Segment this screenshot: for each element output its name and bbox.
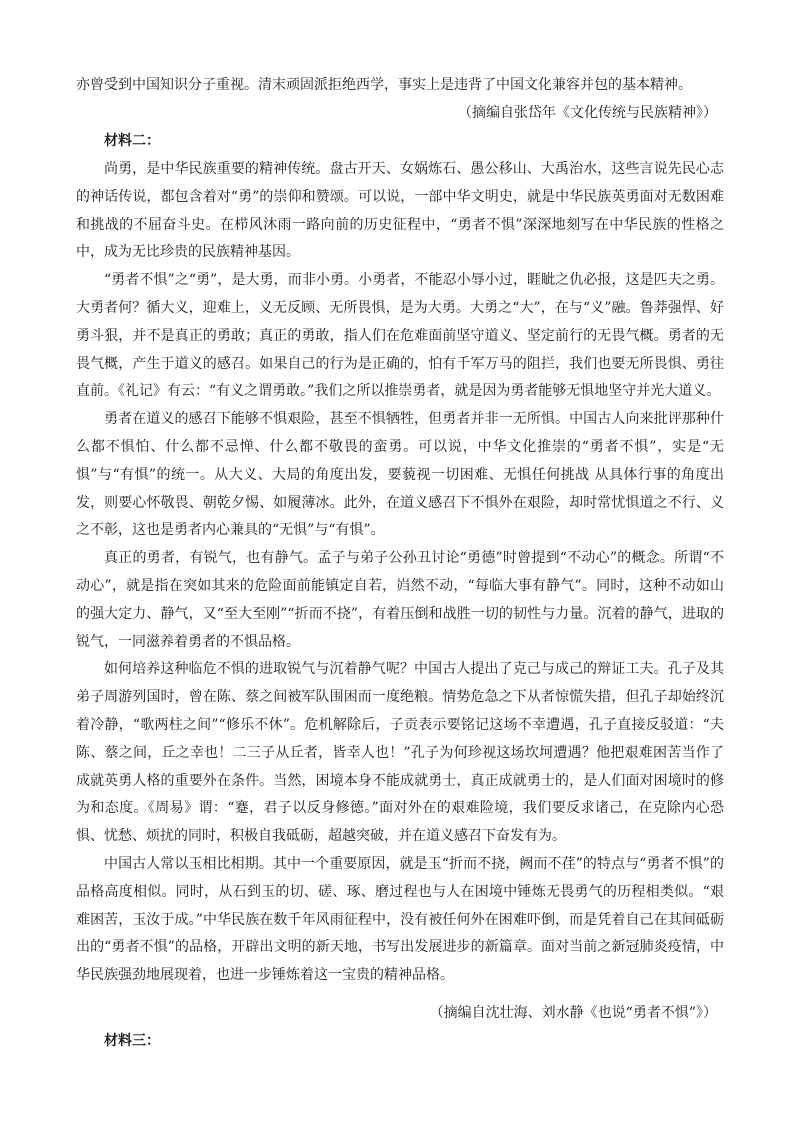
material-3-heading: 材料三： (104, 1033, 160, 1049)
paragraph-4: 真正的勇者，有锐气，也有静气。孟子与弟子公孙丑讨论“勇德”时曾提到“不动心”的概念。所谓“不动心”，就是指在突如其来的危险面前能镇定自若，岿然不动，“每临大事有静气”。同时，这种不动如山的强大定力、静气，又“至大至刚”“折而不挠”，有着压倒和战胜一切的韧性与力量。沉着的静气，进取的锐气，一同滋养着勇者的不惧品格。 (76, 550, 724, 650)
material-2-heading: 材料二： (104, 133, 160, 149)
paragraph-1: 尚勇，是中华民族重要的精神传统。盘古开天、女娲炼石、愚公移山、大禹治水，这些言说先民心志的神话传说，都包含着对“勇”的崇仰和赞颂。可以说，一部中华文明史，就是中华民族英勇面对无数困难和挑战的不屈奋斗史。在栉风沐雨一路向前的历史征程中，“勇者不惧”深深地刻写在中华民族的性格之中，成为无比珍贵的民族精神基因。 (76, 161, 724, 261)
material-2-body (76, 156, 724, 990)
source-citation-2: （摘编自沈壮海、刘水静《也说“勇者不惧”》） (429, 1005, 717, 1021)
paragraph-6: 中国古人常以玉相比相期。其中一个重要原因，就是玉“折而不挠，阙而不荏”的特点与“勇者不惧”的品格高度相似。同时，从石到玉的切、磋、琢、磨过程也与人在困境中锤炼无畏勇气的历程相类似。“艰难困苦，玉汝于成。”中华民族在数千年风雨征程中，没有被任何外在困难吓倒，而是凭着自己在其间砥砺出的“勇者不惧”的品格，开辟出文明的新天地，书写出发展进步的新篇章。面对当前之新冠肺炎疫情，中华民族强劲地展现着，也进一步锤炼着这一宝贵的精神品格。 (76, 855, 724, 984)
paragraph-5: 如何培养这种临危不惧的进取锐气与沉着静气呢？中国古人提出了克己与成己的辩证工夫。孔子及其弟子周游列国时，曾在陈、蔡之间被军队围困而一度绝粮。情势危急之下从者惊慌失措，但孔子却始终沉着冷静，“歌两柱之间”“修乐不休”。危机解除后，子贡表示要铭记这场不幸遭遇，孔子直接反驳道：“夫陈、蔡之间，丘之幸也！二三子从丘者，皆幸人也！”孔子为何珍视这场坎坷遭遇？他把艰难困苦当作了成就英勇人格的重要外在条件。当然，困境本身不能成就勇士，真正成就勇士的，是人们面对困境时的修为和态度。《周易》谓：“蹇，君子以反身修德。”面对外在的艰难险境，我们要反求诸己，在克除内心恐惧、忧愁、烦扰的同时，积极自我砥砺，超越突破，并在道义感召下奋发有为。 (76, 661, 724, 845)
intro-continuation-line: 亦曾受到中国知识分子重视。清末顽固派拒绝西学，事实上是违背了中国文化兼容并包的基本精神。 (76, 77, 692, 93)
paragraph-3: 勇者在道义的感召下能够不惧艰险，甚至不惧牺牲，但勇者并非一无所惧。中国古人向来批评那种什么都不惧怕、什么都不忌惮、什么都不敬畏的蛮勇。可以说，中华文化推崇的“勇者不惧”，实是“无惧”与“有惧”的统一。从大义、大局的角度出发，要藐视一切困难、无惧任何挑战 从具体行事的角度出发，则要心怀敬畏、朝乾夕惕、如履薄冰。此外，在道义感召下不惧外在艰险，却时常忧惧道之不行、义之不彰，这也是勇者内心兼具的“无惧”与“有惧”。 (76, 411, 724, 539)
paragraph-2: “勇者不惧”之“勇”，是大勇，而非小勇。小勇者，不能忍小辱小过，睚眦之仇必报，这是匹夫之勇。大勇者何？循大义，迎难上，义无反顾、无所畏惧，是为大勇。大勇之“大”，在与“义”融。鲁莽强悍、好勇斗狠，并不是真正的勇敢；真正的勇敢，指人们在危难面前坚守道义、坚定前行的无畏气概。勇者的无畏气概，产生于道义的感召。如果自己的行为是正确的，怕有千军万马的阻拦，我们也要无所畏惧、勇往直前。《礼记》有云：“有义之谓勇敢。”我们之所以推崇勇者，就是因为勇者能够无惧地坚守并光大道义。 (76, 272, 724, 400)
source-citation-1: （摘编自张岱年《文化传统与民族精神》） (458, 105, 717, 121)
